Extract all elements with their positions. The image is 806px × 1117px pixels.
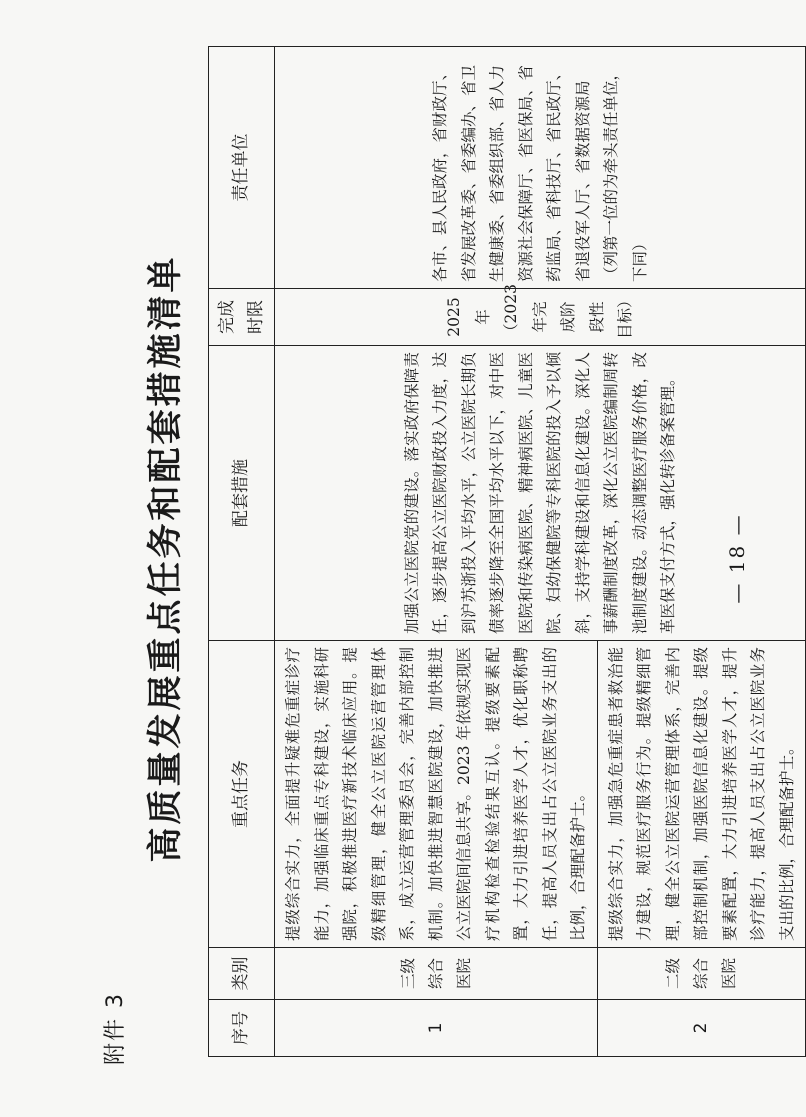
header-deadline: 完成时限 <box>209 289 275 346</box>
header-seq: 序号 <box>209 1000 275 1057</box>
row-key-task: 提级综合实力，全面提升疑难危重症诊疗能力，加强临床重点专科建设，实施科研强院，积极推进医疗新技术临床应用。提级精细管理，健全公立医院运营管理体系，成立运营管理委员会，完善内部控制机制。加快推进智慧医院建设，加快推进公立医院间信息共享。2023 年依规实现医疗机构检查检验结果互认。提级要素配置，大力引进培养医学人才，优化职称聘任，提高人员支出占公立医院业务支出的比例，合理配备护士。 <box>275 641 598 948</box>
row-deadline: 2025 年（2023 年完成阶段性目标） <box>275 289 806 346</box>
row-seq: 2 <box>597 1000 806 1057</box>
row-seq: 1 <box>275 1000 598 1057</box>
row-responsible: 各市、县人民政府，省财政厅、省发展改革委、省委编办、省卫生健康委、省委组织部、省人力资源社会保障厅、省医保局、省药监局、省科技厅、省民政厅、省退役军人厅、省数据资源局（列第一位的为牵头责任单位，下同） <box>275 47 806 289</box>
annex-label: 附件 3 <box>103 992 128 1065</box>
header-responsible: 责任单位 <box>209 47 275 289</box>
header-measures: 配套措施 <box>209 346 275 641</box>
table-header-row <box>209 47 275 1057</box>
row-category: 三级综合医院 <box>275 948 598 1000</box>
page-title: 高质量发展重点任务和配套措施清单 <box>145 254 186 863</box>
task-table <box>208 46 806 1057</box>
header-key-task: 重点任务 <box>209 641 275 948</box>
row-category: 二级综合医院 <box>597 948 806 1000</box>
table-row <box>275 47 598 1057</box>
header-category: 类别 <box>209 948 275 1000</box>
page-number: — 18 — <box>725 513 749 604</box>
row-key-task: 提级综合实力，加强急危重症患者救治能力建设，规范医疗服务行为。提级精细管理，健全公立医院运营管理体系，完善内部控制机制，加强医院信息化建设。提级要素配置，大力引进培养医学人才，提升诊疗能力，提高人员支出占公立医院业务支出的比例，合理配备护士。 <box>597 641 806 948</box>
row-measures: 加强公立医院党的建设。落实政府保障责任，逐步提高公立医院财政投入力度，达到沪苏浙投入平均水平，公立医院长期负债率逐步降至全国平均水平以下，对中医医院和传染病医院、精神病医院、儿童医院、妇幼保健院等专科医院的投入予以倾斜，支持学科建设和信息化建设。深化人事薪酬制度改革，深化公立医院编制周转池制度建设。动态调整医疗服务价格，改革医保支付方式，强化转诊备案管理。 <box>275 346 806 641</box>
